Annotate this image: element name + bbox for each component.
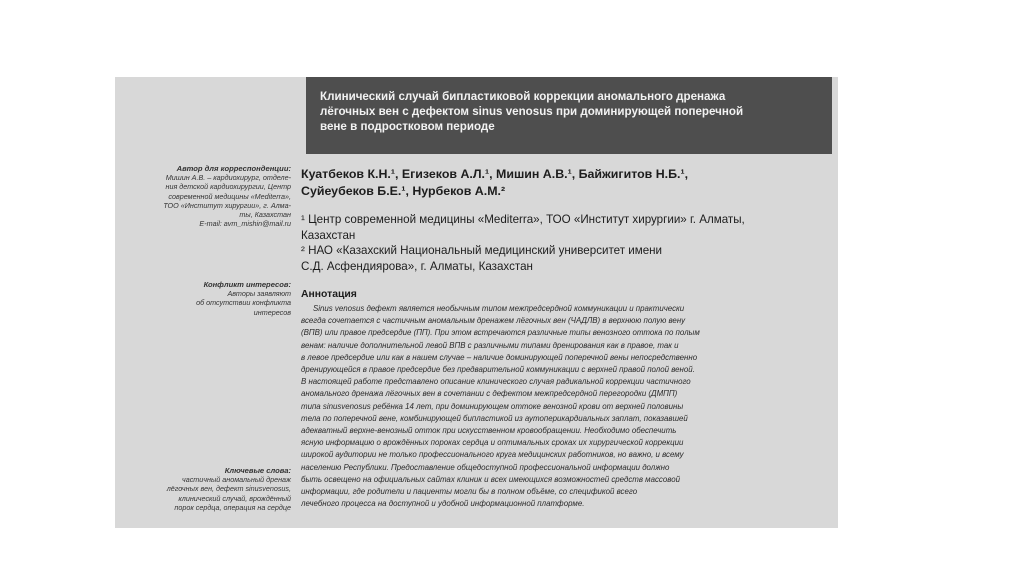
abstract-line: дренирующейся в правое предсердие без предварительной коммуникации с верхней правой полой веной. — [301, 365, 695, 375]
affiliation-line: С.Д. Асфендиярова», г. Алматы, Казахстан — [301, 259, 533, 273]
abstract-line: населению Республики. Предоставление общедоступной профессиональной информации должно — [301, 462, 670, 472]
article-title — [306, 77, 832, 154]
keywords-line: лёгочных вен, дефект sinusvenosus, — [166, 484, 291, 494]
title-line: лёгочных вен с дефектом sinus venosus при доминирующей поперечной — [320, 105, 744, 118]
abstract-line: ясную информацию о врождённых пороках сердца и оптимальных сроках их хирургической коррекции — [301, 438, 684, 448]
keywords-heading: Ключевые слова: — [224, 466, 291, 475]
affiliation-line: Казахстан — [301, 228, 356, 242]
conflict-heading: Конфликт интересов: — [203, 280, 291, 289]
abstract-line: лечебного процесса на доступной и удобной информационной платформе. — [301, 499, 585, 509]
title-line: вене в подростковом периоде — [320, 120, 495, 133]
affiliations — [301, 212, 821, 274]
abstract-line: всегда сочетается с частичным аномальным дренажем лёгочных вен (ЧАДЛВ) в верхнюю полую вену — [301, 316, 686, 326]
abstract-line: (ВПВ) или правое предсердие (ПП). При этом встречаются различные типы венозного оттока по полым — [301, 328, 700, 338]
correspondence-line: ния детской кардиохирургии, Центр — [165, 182, 291, 192]
correspondence-line: Мишин А.В. – кардиохирург, отделе- — [165, 173, 291, 183]
authors — [301, 166, 821, 200]
abstract-line: в левое предсердие или как в нашем случае – наличие доминирующей поперечной вены непосредственно — [301, 352, 698, 362]
correspondence-line: ТОО «Институт хирургии», г. Алма- — [163, 200, 291, 210]
abstract-line: В настоящей работе представлено описание клинического случая радикальной коррекции частичного — [301, 377, 691, 387]
abstract-line: информации, где родители и пациенты могли бы в полном объёме, со спецификой всего — [301, 487, 638, 497]
conflict-line: Авторы заявляют — [227, 289, 291, 299]
correspondence-block — [135, 164, 291, 228]
keywords-line: порок сердца, операция на сердце — [174, 502, 291, 512]
abstract-line: венам: наличие дополнительной левой ВПВ с различными типами дренирования как в правое, так и — [301, 340, 679, 350]
abstract-line: быть освещено на официальных сайтах клиник и всех имеющихся возможностей средств массовой — [301, 474, 680, 484]
abstract-line: адекватный верхне-венозный отток при искусственном кровообращении. Необходимо обеспечить — [301, 426, 677, 436]
correspondence-email: E-mail: avm_mishin@mail.ru — [199, 219, 291, 229]
keywords-block — [135, 466, 291, 512]
conflict-block — [135, 280, 291, 317]
correspondence-heading: Автор для корреспонденции: — [176, 164, 291, 173]
keywords-line: частичный аномальный дренаж — [182, 475, 291, 485]
abstract-line: широкой аудитории не только профессионального круга медицинских работников, но важно, и всему — [301, 450, 684, 460]
abstract-line: аномального дренажа лёгочных вен в сочетании с дефектом межпредсердной перегородки (ДМПП) — [301, 389, 678, 399]
keywords-line: клинический случай, врождённый — [178, 493, 291, 503]
correspondence-line: ты, Казахстан — [239, 210, 291, 220]
abstract-heading: Аннотация — [301, 289, 357, 300]
affiliation-line: ² НАО «Казахский Национальный медицинский университет имени — [301, 244, 663, 258]
correspondence-line: современной медицины «Mediterra», — [168, 191, 291, 201]
abstract-line: Sinus venosus дефект является необычным типом межпредсердной коммуникации и практически — [313, 304, 685, 313]
abstract-line: типа sinusvenosus ребёнка 14 лет, при доминирующем оттоке венозной крови от верхней половины — [301, 401, 684, 411]
affiliation-line: ¹ Центр современной медицины «Mediterra», ТОО «Институт хирургии» г. Алматы, — [301, 213, 745, 226]
title-line: Клинический случай бипластиковой коррекции аномального дренажа — [320, 90, 726, 103]
abstract-line: тела по поперечной вене, комбинирующей бипластикой из аутоперикардиальных заплат, показавшей — [301, 413, 688, 423]
conflict-line: об отсутствии конфликта — [196, 298, 291, 308]
conflict-line: интересов — [253, 307, 291, 317]
article-page-scan — [115, 77, 838, 528]
abstract-body — [301, 303, 821, 510]
authors-line: Куатбеков К.Н.¹, Егизеков А.Л.¹, Мишин А.В.¹, Байжигитов Н.Б.¹, — [301, 167, 689, 181]
authors-line: Суйеубеков Б.Е.¹, Нурбеков А.М.² — [301, 184, 506, 198]
